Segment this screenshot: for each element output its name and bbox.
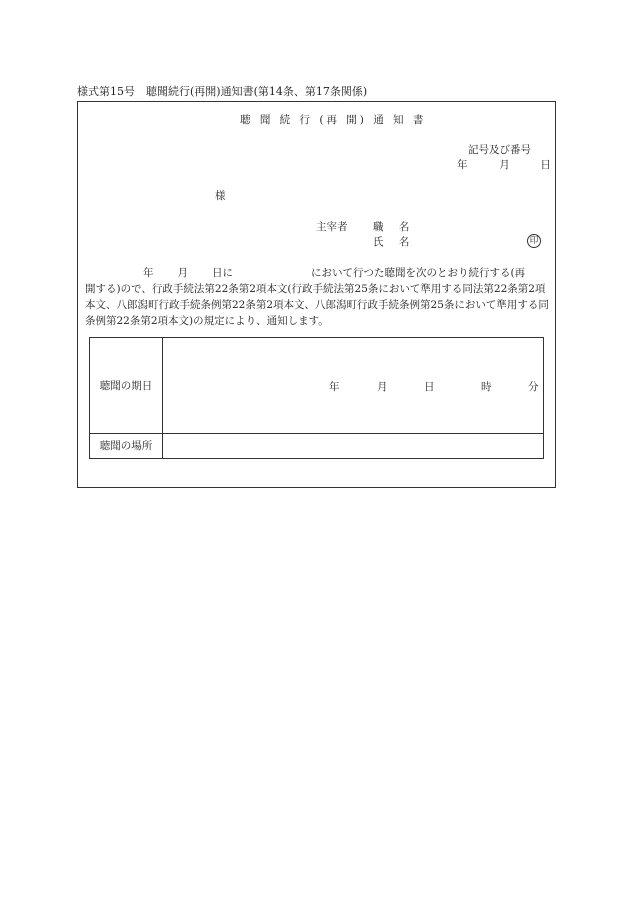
hearing-hour-unit: 時 [481, 381, 492, 394]
hearing-minute-unit: 分 [528, 381, 539, 394]
addressee-suffix: 様 [215, 190, 226, 202]
notice-body [85, 265, 551, 329]
issue-date-day: 日 [540, 159, 551, 171]
body-month-unit: 月 [177, 267, 188, 279]
issue-date [457, 160, 551, 171]
hearing-schedule-table [89, 337, 544, 459]
table-row [90, 433, 544, 458]
body-first-line-text: において行つた聴聞を次のとおり続行する(再 [311, 267, 526, 279]
hearing-place-label: 聴聞の場所 [90, 433, 163, 458]
notice-first-line [85, 265, 551, 281]
seal-icon: 印 [527, 234, 541, 248]
body-year-unit: 年 [143, 267, 154, 279]
table-row [90, 338, 544, 434]
hearing-date-label: 聴聞の期日 [90, 338, 163, 434]
hearing-date-value [163, 338, 544, 434]
issue-date-month: 月 [499, 159, 510, 171]
document-title: 聴 聞 続 行 (再 開) 通 知 書 [240, 114, 427, 126]
hearing-month-unit: 月 [377, 381, 388, 394]
hearing-place-value [163, 433, 544, 458]
body-day-unit: 日に [212, 267, 233, 279]
position-label: 職 名 [373, 221, 416, 233]
issue-date-year: 年 [457, 159, 468, 171]
body-continuation-text: 開する)ので、行政手続法第22条第2項本文(行政手続法第25条において準用する同法第22条第2項本文、八郎潟町行政手続条例第22条第2項本文、八郎潟町行政手続条例第25条において準用する同条例第22条第2項本文)の規定により、通知します。 [85, 283, 549, 327]
hearing-year-unit: 年 [329, 381, 340, 394]
form-header: 様式第15号 聴聞続行(再開)通知書(第14条、第17条関係) [77, 85, 368, 98]
organizer-label: 主宰者 [316, 221, 348, 233]
reference-number-label: 記号及び番号 [468, 144, 531, 156]
name-label: 氏 名 [373, 236, 416, 248]
hearing-day-unit: 日 [424, 381, 435, 394]
